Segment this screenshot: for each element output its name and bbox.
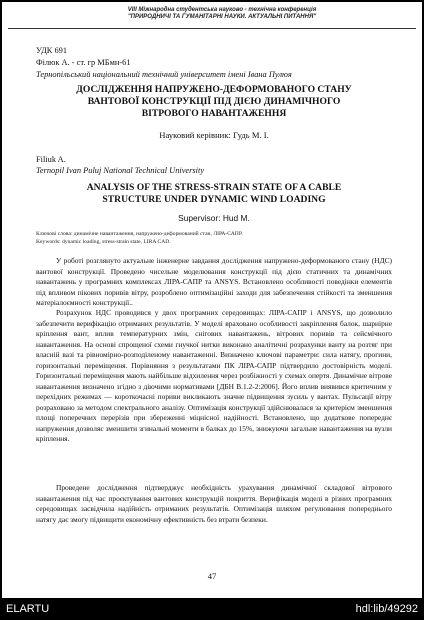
supervisor-en: Supervisor: Hud M. xyxy=(178,213,250,223)
title-ua xyxy=(36,84,392,120)
author-en: Filiuk A. xyxy=(36,155,66,164)
repository-footer xyxy=(0,598,424,620)
conference-header-line-1: VIII Міжнародна студентська науково - технічна конференція xyxy=(127,7,317,13)
body-paragraph-2: Розрахунок НДС проводився у двох програмних середовищах: ЛІРА-САПР і ANSYS, що дозволило забезпечити верифікацію отриманих результатів. У моделі враховано особливості закріплення балок, шарнірне кріплення вант, вплив температурних змін, снігових навантажень, вітрових поривів та сейсмічного навантаження. На основі спрощеної схеми гнучкої нитки виконано аналітичні розрахунки ванту на розтяг при власній вазі та рівномірно-розподіленому навантаженні. Визначено ключові параметри: сила натягу, прогини, горизонтальні переміщення. Порівняння з результатами ПК ЛІРА-САПР підтвердило достовірність моделі. Горизонтальні переміщення мають найбільше відхилення через розбіжності у схемах опертя. Динамічне вітрове навантаження визначено згідно з діючими нормативами [ДБН В.1.2-2:2006]. Його вплив виявився критичним у перехідних режимах — короткочасні пориви викликають значне підвищення зусиль у вантах. Пульсації вітру розраховано за методом спектрального аналізу. Оптимізація конструкції здійснювалася за критерієм зменшення площі поперечних перерізів при збереженні міцнісної надійності. Встановлено, що додаткове попереднє напруження дозволяє зменшити згинальні моменти в балках до 15%, знижуючи загальне навантаження на вузли кріплення. xyxy=(36,308,392,443)
body-paragraph-1: У роботі розглянуто актуальне інженерне завдання дослідження напружено-деформованого стану (НДС) вантової конструкції. Проведено чисельне моделювання конструкції під дією статичних та динамічних навантажень у програмних комплексах ЛІРА-САПР та ANSYS. Встановлено особливості поведінки елементів під впливом пікових поривів вітру, розроблено оптимізаційні заходи для забезпечення стійкості та зменшення матеріалоємності конструкції.. xyxy=(36,256,392,307)
title-ua-line: ДОСЛІДЖЕННЯ НАПРУЖЕНО-ДЕФОРМОВАНОГО СТАНУ xyxy=(76,84,352,95)
title-ua-line: ВАНТОВОЇ КОНСТРУКЦІЇ ПІД ДІЄЮ ДИНАМІЧНОГО xyxy=(87,96,341,107)
body-paragraph-3: Проведене дослідження підтверджує необхідність урахування динамічної складової вітрового навантаження під час проєктування вантових конструкцій покриття. Верифікація моделі в різних програмних середовищах засвідчила надійність отриманих результатів. Оптимізація шляхом регулювання попереднього натягу дає змогу підвищити економічну ефективність без втрати безпеки. xyxy=(36,483,392,524)
document-page xyxy=(2,2,422,598)
conference-header xyxy=(62,7,382,21)
handle-identifier[interactable]: hdl:lib/49292 xyxy=(355,603,418,615)
title-ua-line: ВІТРОВОГО НАВАНТАЖЕННЯ xyxy=(141,108,287,119)
keywords-ua: Ключові слова: динамічне навантаження, напружено-деформований стан, ЛІРА-САПР. xyxy=(36,231,243,237)
header-divider xyxy=(8,28,416,29)
title-en-line: STRUCTURE UNDER DYNAMIC WIND LOADING xyxy=(102,194,326,205)
conference-header-line-2: "ПРИРОДНИЧІ ТА ГУМАНІТАРНІ НАУКИ. АКТУАЛЬНІ ПИТАННЯ" xyxy=(127,14,317,20)
title-en xyxy=(36,182,392,206)
affiliation-ua: Тернопільський національний технічний університет імені Івана Пулюя xyxy=(36,70,292,79)
udc-code: УДК 691 xyxy=(36,46,68,55)
author-ua: Філюк А. - ст. гр МБмн-61 xyxy=(36,58,131,67)
page-number: 47 xyxy=(207,571,217,581)
supervisor-ua: Науковий керівник: Гудь М. І. xyxy=(159,130,269,140)
title-en-line: ANALYSIS OF THE STRESS-STRAIN STATE OF A CABLE xyxy=(86,182,342,193)
keywords-en: Keywords: dynamic loading, stress-strain state, LIRA CAD. xyxy=(36,239,171,245)
affiliation-en: Ternopil Ivan Puluj National Technical University xyxy=(36,166,205,175)
repository-name: ELARTU xyxy=(6,603,50,615)
